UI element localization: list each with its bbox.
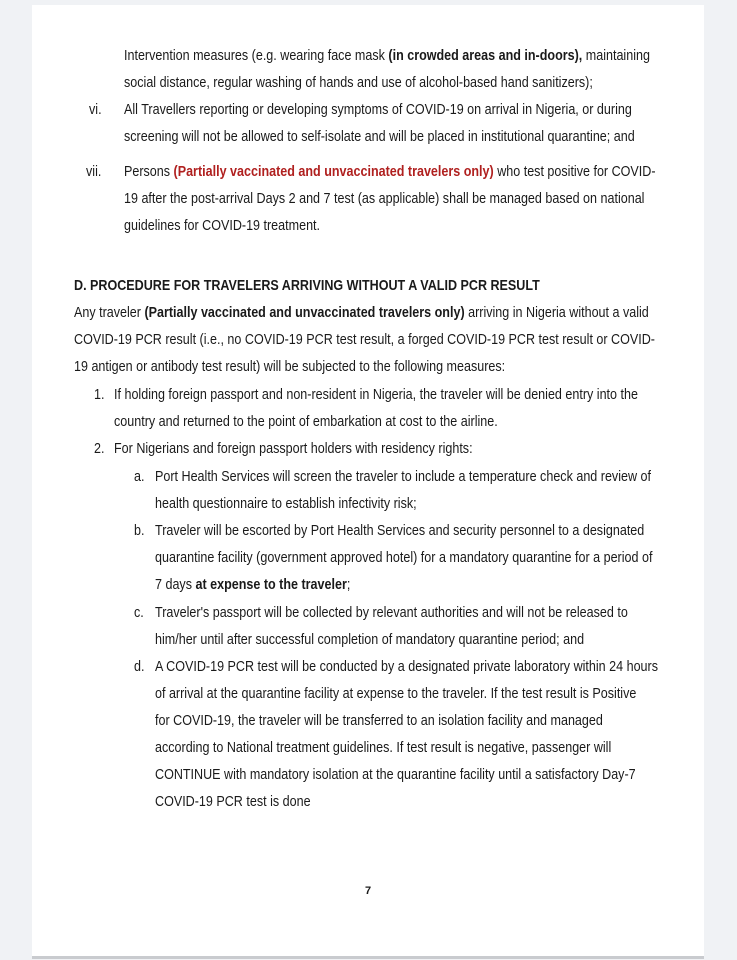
highlight-red: (Partially vaccinated and unvaccinated travelers only) [173, 164, 494, 180]
text-line: social distance, regular washing of hands and use of alcohol-based hand sanitizers); [124, 75, 593, 91]
text-line: health questionnaire to establish infectivity risk; [155, 496, 417, 512]
text-line: for COVID-19, the traveler will be transferred to an isolation facility and managed [155, 713, 603, 729]
text-line: COVID-19 PCR result (i.e., no COVID-19 PCR test result, a forged COVID-19 PCR test result or COVID- [74, 332, 655, 348]
text-line: If holding foreign passport and non-resident in Nigeria, the traveler will be denied entry into the [114, 387, 638, 403]
text-line: according to National treatment guidelines. If test result is negative, passenger will [155, 740, 612, 756]
list-marker: vii. [86, 164, 102, 180]
text-line: All Travellers reporting or developing symptoms of COVID-19 on arrival in Nigeria, or during [124, 102, 632, 118]
text-line: Any traveler (Partially vaccinated and unvaccinated travelers only) arriving in Nigeria without a valid [74, 305, 649, 321]
text-line: For Nigerians and foreign passport holders with residency rights: [114, 441, 473, 457]
text-line: quarantine facility (government approved hotel) for a mandatory quarantine for a period of [155, 550, 653, 566]
text-line: Intervention measures (e.g. wearing face mask (in crowded areas and in-doors), maintaining [124, 48, 650, 64]
section-heading: D. PROCEDURE FOR TRAVELERS ARRIVING WITHOUT A VALID PCR RESULT [74, 278, 540, 294]
text-line: A COVID-19 PCR test will be conducted by a designated private laboratory within 24 hours [155, 659, 658, 675]
list-marker: 1. [94, 387, 105, 403]
text-line: country and returned to the point of embarkation at cost to the airline. [114, 414, 498, 430]
text-line: guidelines for COVID-19 treatment. [124, 218, 321, 234]
list-marker: 2. [94, 441, 105, 457]
text-line: him/her until after successful completion of mandatory quarantine period; and [155, 632, 585, 648]
text-line: 19 after the post-arrival Days 2 and 7 test (as applicable) shall be managed based on national [124, 191, 645, 207]
text-line: 7 days at expense to the traveler; [155, 577, 351, 593]
list-marker: b. [134, 523, 145, 539]
text-line: Port Health Services will screen the traveler to include a temperature check and review of [155, 469, 651, 485]
text-line: screening will not be allowed to self-isolate and will be placed in institutional quarantine; and [124, 129, 635, 145]
text-line: COVID-19 PCR test is done [155, 794, 311, 810]
list-marker: d. [134, 659, 145, 675]
text-line: Traveler's passport will be collected by relevant authorities and will not be released to [155, 605, 628, 621]
text-line: CONTINUE with mandatory isolation at the quarantine facility until a satisfactory Day-7 [155, 767, 636, 783]
text-line: 19 antigen or antibody test result) will be subjected to the following measures: [74, 359, 506, 375]
text-line: Persons (Partially vaccinated and unvaccinated travelers only) who test positive for COVID- [124, 164, 656, 180]
page-number: 7 [365, 885, 372, 897]
text-line: Traveler will be escorted by Port Health Services and security personnel to a designated [155, 523, 645, 539]
list-marker: a. [134, 469, 145, 485]
text-line: of arrival at the quarantine facility at expense to the traveler. If the test result is Positive [155, 686, 637, 702]
list-marker: vi. [89, 102, 102, 118]
list-marker: c. [134, 605, 144, 621]
